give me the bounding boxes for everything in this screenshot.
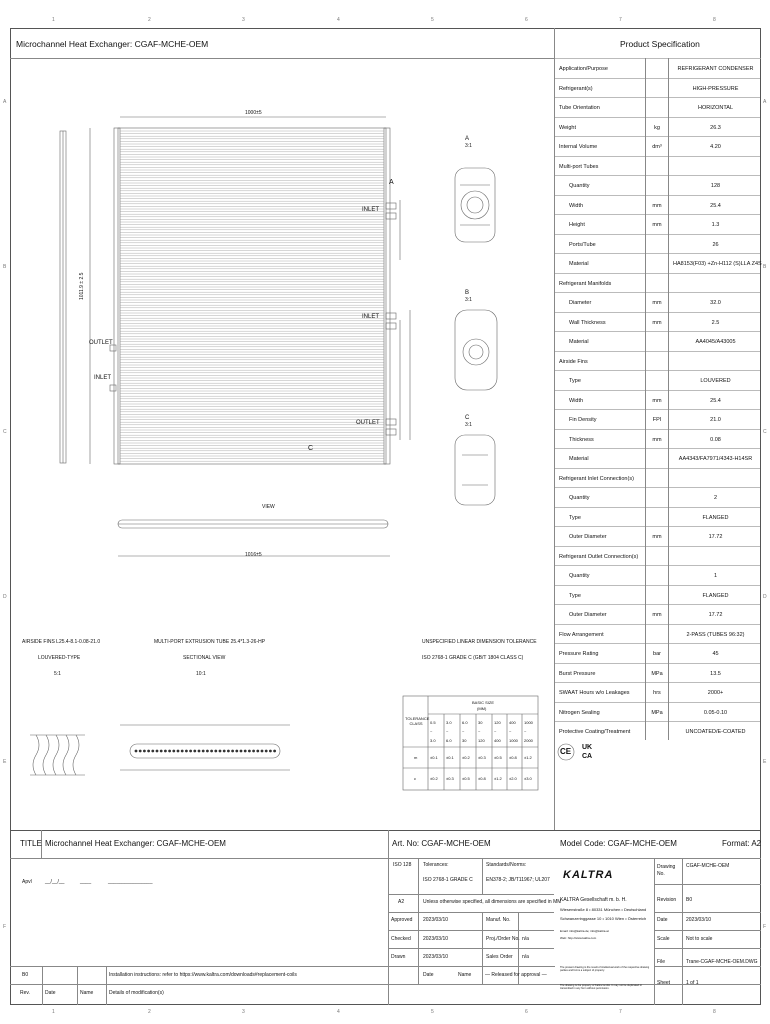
- tol-sub: ISO 2768-1 GRADE C (GB/T 1804 CLASS C): [422, 655, 524, 661]
- spec-label: Refrigerant Outlet Connection(s): [559, 553, 639, 560]
- tb-line-4: [388, 930, 554, 931]
- tb-r-3: [654, 930, 761, 931]
- tube-port: [256, 750, 259, 753]
- drawing-title: Microchannel Heat Exchanger: CGAF-MCHE-OEM: [16, 39, 209, 49]
- tube-port: [244, 750, 247, 753]
- spec-value: 21.0: [710, 417, 721, 423]
- spec-label: Burst Pressure: [559, 670, 596, 677]
- tube-port: [261, 750, 264, 753]
- tol-col-header: ~: [494, 729, 497, 734]
- tb-v-5: [482, 912, 483, 984]
- tb-released: — Released for approval —: [485, 972, 547, 978]
- tol-col-header: 0.5: [430, 720, 436, 725]
- tb-sheet-label: Sheet: [657, 980, 671, 986]
- spec-unit: mm: [652, 397, 662, 404]
- tube-port: [206, 750, 209, 753]
- grid-col-8: 8: [713, 17, 716, 23]
- tube-port: [265, 750, 268, 753]
- fins-scale: 5:1: [54, 671, 61, 677]
- tube-port: [147, 750, 150, 753]
- spec-unit: MPa: [651, 670, 663, 677]
- tol-title: UNSPECIFIED LINEAR DIMENSION TOLERANCE: [422, 639, 537, 645]
- spec-unit: MPa: [651, 709, 663, 716]
- detail-c-title: C: [465, 415, 470, 421]
- tube-port: [210, 750, 213, 753]
- grid-col-8: 8: [713, 1009, 716, 1015]
- spec-label: Outer Diameter: [569, 534, 607, 540]
- tube-port: [235, 750, 238, 753]
- tb-addr1: Wiesenstraße 8 • 80331 München • Deutschland: [560, 907, 647, 912]
- spec-label: SWAAT Hours w/o Leakages: [559, 690, 630, 696]
- spec-value: 0.05-0.10: [703, 709, 728, 716]
- tol-col-header: 3.0: [446, 720, 452, 725]
- tb-revision: B0: [686, 897, 693, 903]
- tb-apvl-sig: ____: [80, 879, 92, 885]
- tol-col-header: 1000: [524, 720, 533, 725]
- tb-title-value: Microchannel Heat Exchanger: CGAF-MCHE-OEM: [45, 839, 226, 848]
- spec-value: 26: [712, 241, 719, 248]
- tb-rev-h: Rev.: [20, 990, 30, 996]
- spec-value: 17.72: [708, 612, 723, 618]
- tol-value: ±0.3: [478, 755, 486, 760]
- tb-install: Installation instructions: refer to https://www.kaltra.com/downloads#replacement-coils: [109, 972, 297, 978]
- spec-label: Protective Coating/Treatment: [559, 729, 631, 735]
- tube-port: [135, 750, 138, 753]
- spec-label: Width: [569, 397, 584, 404]
- spec-value: 13.5: [710, 670, 721, 677]
- grid-row-C: C: [763, 429, 767, 435]
- tol-value: ±0.5: [494, 755, 502, 760]
- grid-col-5: 5: [431, 17, 434, 23]
- tube-port: [185, 750, 188, 753]
- tol-col-header: ~: [524, 729, 527, 734]
- grid-row-F: F: [763, 924, 767, 930]
- inlet-label-2: INLET: [362, 314, 380, 320]
- detail-b-outline: [455, 310, 497, 390]
- tb-drawing-no-label: Drawing No.: [657, 864, 676, 877]
- spec-value: FLANGED: [702, 514, 729, 521]
- spec-value: FLANGED: [702, 592, 729, 599]
- spec-label: Quantity: [569, 573, 590, 579]
- spec-label: Fin Density: [569, 417, 597, 423]
- spec-label: Material: [569, 261, 589, 267]
- grid-row-F: F: [3, 924, 7, 930]
- tube-port: [168, 750, 171, 753]
- tb-tol-label: Tolerances:: [423, 862, 449, 868]
- grid-row-E: E: [3, 759, 7, 765]
- tb-scale: Not to scale: [686, 936, 713, 942]
- spec-label: Application/Purpose: [559, 66, 608, 72]
- grid-col-5: 5: [431, 1009, 434, 1015]
- tb-v-7: [654, 858, 655, 1005]
- spec-value: REFRIGERANT CONDENSER: [677, 66, 754, 72]
- spec-label: Diameter: [569, 300, 592, 306]
- spec-label: Height: [569, 222, 585, 228]
- tol-col-header: ~: [446, 729, 449, 734]
- spec-value: 2: [713, 495, 718, 501]
- tol-col-header: ~: [430, 729, 433, 734]
- spec-unit: FPI: [652, 417, 662, 423]
- grid-row-A: A: [3, 99, 7, 105]
- tube-port: [248, 750, 251, 753]
- spec-value: 26.3: [710, 124, 721, 131]
- detail-a-scale: 3:1: [465, 143, 472, 149]
- spec-unit: mm: [652, 436, 662, 443]
- tb-company: KALTRA Gesellschaft m. b. H.: [560, 897, 627, 903]
- tb-addr3: Email: info@kaltra.de; info@kaltra.at: [560, 929, 609, 933]
- tb-manuf-no: Manuf. No.: [486, 917, 511, 923]
- tb-approved-date: 2023/03/10: [423, 917, 449, 923]
- spec-value: HIGH-PRESSURE: [692, 85, 739, 92]
- spec-label: Ports/Tube: [569, 241, 596, 248]
- grid-row-C: C: [3, 429, 7, 435]
- tol-value: ±0.3: [446, 776, 454, 781]
- view-label: VIEW: [262, 504, 275, 510]
- tb-sheet: 1 of 1: [686, 980, 699, 986]
- grid-col-4: 4: [337, 1009, 340, 1015]
- spec-label: Multi-port Tubes: [559, 163, 599, 170]
- grid-col-6: 6: [525, 17, 528, 23]
- tol-value: ±3.0: [524, 776, 532, 781]
- tol-unit: (MM): [477, 706, 487, 711]
- detail-b-title: B: [465, 290, 470, 296]
- tol-value: ±0.1: [430, 755, 438, 760]
- spec-value: 1.3: [711, 222, 720, 228]
- tb-date-h: Date: [423, 972, 434, 978]
- grid-col-3: 3: [242, 17, 245, 23]
- dim-top: 1000±5: [245, 110, 262, 116]
- tol-class: m: [414, 755, 418, 760]
- tol-value: ±0.5: [462, 776, 470, 781]
- outlet-label-1: OUTLET: [89, 340, 113, 346]
- spec-unit: mm: [652, 222, 662, 228]
- spec-value: AA4045/A43005: [695, 339, 736, 345]
- tol-class: c: [414, 776, 416, 781]
- tube-port: [214, 750, 217, 753]
- grid-col-1: 1: [52, 17, 55, 23]
- dim-bottom: 1016±5: [245, 552, 262, 558]
- tb-checked-date: 2023/03/10: [423, 936, 449, 942]
- tube-port: [252, 750, 255, 753]
- tb-model-code: Model Code: CGAF-MCHE-OEM: [560, 839, 677, 848]
- tol-col-header: 3.0: [430, 738, 436, 743]
- tb-small-2: The drawing is the property of Kaltra GmbH. It may not be duplicated or transmitted in any form without permission.: [560, 984, 643, 991]
- tb-revision-label: Revision: [657, 897, 677, 903]
- tol-col-header: ~: [478, 729, 481, 734]
- spec-label: Thickness: [569, 436, 594, 443]
- tb-unless: Unless otherwise specified, all dimensions are specified in MM: [423, 899, 562, 905]
- spec-label: Outer Diameter: [569, 612, 607, 618]
- inlet-label-3: INLET: [94, 375, 112, 381]
- tb-std-value: EN378-2; JB/T11967; UL207: [486, 877, 550, 883]
- tol-col-header: 400: [509, 720, 516, 725]
- tol-value: ±0.8: [478, 776, 486, 781]
- tb-r-5: [654, 966, 761, 967]
- spec-unit: bar: [653, 651, 661, 657]
- spec-value: 4.20: [710, 144, 721, 150]
- tube-port: [202, 750, 205, 753]
- spec-label: Airside Fins: [559, 358, 588, 365]
- spec-label: Wall Thickness: [569, 319, 606, 326]
- tol-col-header: ~: [509, 729, 512, 734]
- tube-port: [164, 750, 167, 753]
- detail-a-marker: A: [389, 179, 394, 186]
- spec-label: Refrigerant(s): [559, 85, 593, 92]
- spec-title: Product Specification: [620, 39, 700, 49]
- tube-port: [181, 750, 184, 753]
- spec-value: 45: [712, 651, 719, 657]
- tolerance-table-outline: [403, 696, 538, 790]
- tb-v-11: [106, 966, 107, 1005]
- grid-col-6: 6: [525, 1009, 528, 1015]
- tb-addr2: Schwanzeringgasse 10 • 1010 Wien • Österreich: [560, 916, 647, 921]
- tb-small-1: The present drawing is the result of intellectual work of the respective drawing parties and forms a subject of property.: [560, 966, 650, 973]
- spec-label: Width: [569, 202, 584, 209]
- tb-drawing-no: CGAF-MCHE-OEM: [686, 863, 730, 869]
- tb-scale-label: Scale: [657, 936, 670, 942]
- tb-std-label: Standards/Norms:: [486, 862, 527, 868]
- spec-value: 25.4: [710, 202, 721, 209]
- spec-label: Flow Arrangement: [559, 631, 604, 638]
- tube-port: [189, 750, 192, 753]
- tube-port: [156, 750, 159, 753]
- tube-port: [219, 750, 222, 753]
- fins-title: AIRSIDE FINS L25.4-8.1-0.08-21.0: [22, 639, 101, 645]
- tb-v-4: [482, 858, 483, 894]
- tb-art-no: Art. No: CGAF-MCHE-OEM: [392, 839, 491, 848]
- spec-value: 0.08: [710, 436, 721, 443]
- tube-port: [223, 750, 226, 753]
- tb-line-6: [10, 966, 555, 967]
- tube-port: [172, 750, 175, 753]
- tb-date: 2023/03/10: [686, 917, 712, 923]
- spec-label: Refrigerant Manifolds: [559, 280, 612, 287]
- spec-label: Refrigerant Inlet Connection(s): [559, 475, 634, 482]
- tb-proj-val: n/a: [522, 936, 529, 942]
- tb-sales-order: Sales Order: [486, 954, 513, 960]
- ce-mark: CE: [560, 747, 572, 756]
- tol-col-header: ~: [462, 729, 465, 734]
- tol-col-header: 1000: [509, 738, 518, 743]
- tol-col-header: 120: [494, 720, 501, 725]
- tol-value: ±0.1: [446, 755, 454, 760]
- spec-value: 2000+: [707, 690, 724, 696]
- grid-col-7: 7: [619, 1009, 622, 1015]
- detail-a-title: A: [465, 136, 470, 142]
- spec-unit: mm: [652, 300, 662, 306]
- tube-port: [177, 750, 180, 753]
- tb-apvl: Apvl: [22, 879, 32, 885]
- tol-col-header: 6.0: [446, 738, 452, 743]
- tube-title: MULTI-PORT EXTRUSION TUBE 25.4*1.3-26-HP: [154, 639, 266, 645]
- tol-basic-size: BASIC SIZE: [472, 700, 495, 705]
- tb-file-label: File: [657, 959, 666, 965]
- spec-value: 32.0: [710, 300, 721, 306]
- spec-label: Tube Orientation: [559, 105, 600, 111]
- tol-value: ±0.2: [462, 755, 470, 760]
- grid-col-2: 2: [148, 1009, 151, 1015]
- tb-apvl-line: ________________: [108, 879, 153, 885]
- tube-port: [143, 750, 146, 753]
- core-outline: [118, 128, 386, 464]
- spec-unit: mm: [652, 202, 662, 209]
- dim-left: 1011.9 ± 2.5: [79, 272, 85, 300]
- tube-port: [198, 750, 201, 753]
- detail-c-marker: C: [308, 445, 314, 452]
- spec-value: HA8153(F03) +Zn-H112 (S)LLA Z4S: [673, 261, 762, 267]
- tb-approved: Approved: [391, 917, 413, 923]
- tol-col-header: 30: [478, 720, 483, 725]
- grid-row-B: B: [763, 264, 767, 270]
- tol-col-header: 6.0: [462, 720, 468, 725]
- spec-unit: kg: [654, 124, 660, 131]
- spec-value: LOUVERED: [700, 378, 731, 384]
- tb-v-1: [388, 830, 389, 1005]
- spec-value: 1: [713, 573, 718, 579]
- spec-unit: mm: [652, 534, 662, 540]
- tb-date-label: Date: [657, 917, 668, 923]
- ukca-mark-bottom: CA: [582, 753, 593, 760]
- spec-label: Quantity: [569, 183, 590, 189]
- tb-rev-mark: A2: [398, 899, 405, 905]
- tb-checked: Checked: [391, 936, 411, 942]
- tol-value: ±1.2: [524, 755, 532, 760]
- tol-value: ±0.2: [430, 776, 438, 781]
- spec-value: 2-PASS (TUBES 96:32): [686, 631, 745, 638]
- grid-col-4: 4: [337, 17, 340, 23]
- tb-line-2: [388, 894, 554, 895]
- spec-label: Quantity: [569, 495, 590, 501]
- detail-c-outline: [455, 435, 495, 505]
- tb-name-h2: Name: [80, 990, 94, 996]
- tb-details-h: Details of modification(s): [109, 990, 164, 996]
- tb-r-1: [654, 884, 761, 885]
- spec-label: Material: [569, 339, 589, 345]
- outlet-label-2: OUTLET: [356, 420, 380, 426]
- tol-value: ±1.2: [494, 776, 502, 781]
- spec-unit: mm: [652, 612, 662, 618]
- tb-file: Trane-CGAF-MCHE-OEM.DWG: [686, 959, 758, 965]
- tube-port: [240, 750, 243, 753]
- spec-value: 17.72: [708, 534, 723, 540]
- tb-format: Format: A2: [722, 839, 762, 848]
- tube-port: [160, 750, 163, 753]
- spec-label: Material: [569, 456, 589, 462]
- tube-scale: 10:1: [196, 671, 206, 677]
- grid-row-D: D: [763, 594, 767, 600]
- tb-line-1: [10, 858, 761, 859]
- kaltra-logo: KALTRA: [563, 869, 614, 881]
- tb-r-2: [654, 912, 761, 913]
- tb-v-9: [42, 966, 43, 1005]
- detail-c-scale: 3:1: [465, 422, 472, 428]
- tb-title-label: TITLE: [20, 839, 42, 848]
- spec-label: Pressure Rating: [559, 651, 599, 657]
- tb-drawn: Drawn: [391, 954, 406, 960]
- tb-line-3: [388, 912, 554, 913]
- tb-iso: ISO 128: [393, 862, 412, 868]
- tb-date-h2: Date: [45, 990, 56, 996]
- spec-unit: mm: [652, 319, 662, 326]
- spec-value: 25.4: [710, 397, 721, 404]
- grid-row-E: E: [763, 759, 767, 765]
- tb-sales-val: n/a: [522, 954, 529, 960]
- grid-col-2: 2: [148, 17, 151, 23]
- grid-row-B: B: [3, 264, 7, 270]
- spec-unit: hrs: [653, 690, 661, 696]
- tol-col-header: 30: [462, 738, 467, 743]
- tol-value: ±0.8: [509, 755, 517, 760]
- tol-class-label: TOLERANCE CLASS: [405, 716, 430, 726]
- spec-value: UNCOATED/E-COATED: [685, 729, 746, 735]
- tube-port: [193, 750, 196, 753]
- spec-label: Internal Volume: [559, 144, 598, 150]
- tb-drawn-date: 2023/03/10: [423, 954, 449, 960]
- left-manifold: [114, 128, 120, 464]
- tb-v-3: [418, 858, 419, 984]
- tb-r-4: [654, 948, 761, 949]
- grid-col-7: 7: [619, 17, 622, 23]
- inlet-label-1: INLET: [362, 207, 380, 213]
- tol-value: ±2.0: [509, 776, 517, 781]
- spec-value: 2.5: [711, 319, 720, 326]
- spec-value: HORIZONTAL: [697, 105, 734, 111]
- tol-col-header: 120: [478, 738, 485, 743]
- tube-port: [273, 750, 276, 753]
- tb-addr4: Web: http://www.kaltra.com: [560, 936, 597, 940]
- tube-port: [227, 750, 230, 753]
- spec-label: Nitrogen Sealing: [559, 709, 600, 716]
- tb-v-10: [77, 966, 78, 1005]
- tol-col-header: 400: [494, 738, 501, 743]
- spec-value: AA4343/FA7971/4343-H14SR: [678, 456, 753, 462]
- tb-v-8: [682, 858, 683, 1005]
- spec-label: Type: [569, 592, 581, 599]
- tube-sub: SECTIONAL VIEW: [183, 655, 226, 661]
- ukca-mark-top: UK: [582, 744, 593, 751]
- detail-b-scale: 3:1: [465, 297, 472, 303]
- tb-apvl-date: __/__/__: [45, 879, 65, 885]
- tol-col-header: 2000: [524, 738, 533, 743]
- fins-sub: LOUVERED-TYPE: [38, 655, 81, 661]
- tube-port: [231, 750, 234, 753]
- tb-rev-b0: B0: [22, 972, 29, 978]
- grid-row-D: D: [3, 594, 7, 600]
- tb-tol-value: ISO 2768-1 GRADE C: [423, 877, 473, 883]
- spec-unit: dm³: [652, 144, 662, 150]
- fins-sketch: [33, 735, 79, 775]
- tube-port: [269, 750, 272, 753]
- grid-col-3: 3: [242, 1009, 245, 1015]
- tb-line-5: [388, 948, 554, 949]
- tb-proj-no: Proj./Order No.: [486, 936, 520, 942]
- spec-label: Type: [569, 378, 581, 384]
- spec-value: 128: [710, 183, 721, 189]
- grid-row-A: A: [763, 99, 767, 105]
- tb-name-h: Name: [458, 972, 472, 978]
- tube-port: [139, 750, 142, 753]
- spec-label: Type: [569, 514, 581, 521]
- spec-label: Weight: [559, 124, 577, 131]
- grid-col-1: 1: [52, 1009, 55, 1015]
- tube-port: [151, 750, 154, 753]
